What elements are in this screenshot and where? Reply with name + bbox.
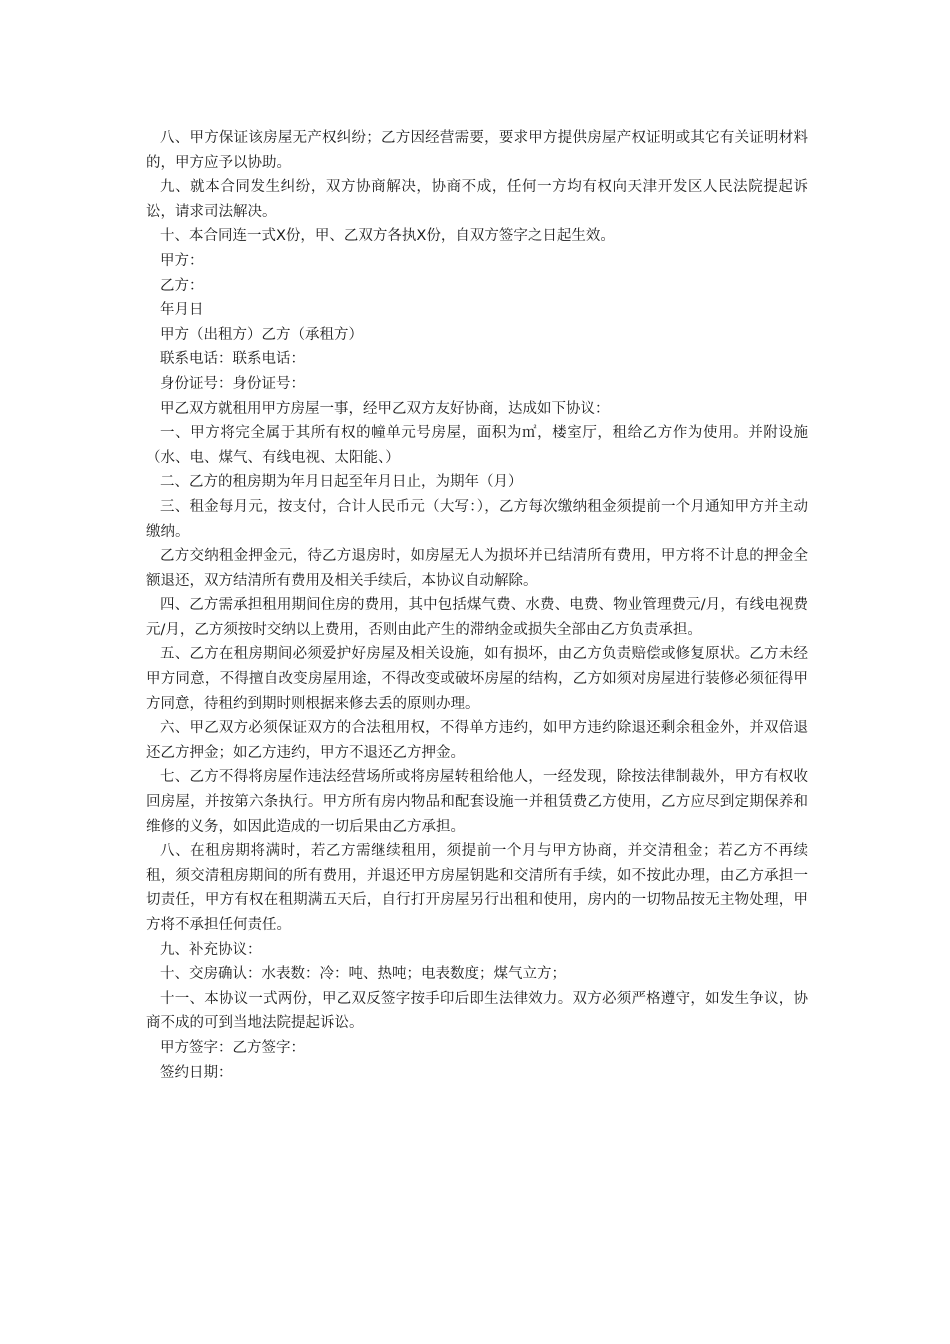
date-line: 年月日 — [160, 302, 204, 319]
article-5-maintenance: 五、乙方在租房期间必须爱护好房屋及相关设施，如有损坏，由乙方负责赔偿或修复原状。乙方未经甲方同意，不得擅自改变房屋用途，不得改变或破坏房屋的结构，乙方如须对房屋进行装修必须征得甲方同意，待租约到期时则根据来修去丢的原则办理。 — [146, 646, 808, 712]
article-11-effect: 十一、本协议一式两份，甲乙双反签字按手印后即生法律效力。双方必须严格遵守，如发生争议，协商不成的可到当地法院提起诉讼。 — [146, 990, 808, 1032]
id-number-line: 身份证号：身份证号： — [160, 375, 305, 392]
clause-9-disputes: 九、就本合同发生纠纷，双方协商解决，协商不成，任何一方均有权向天津开发区人民法院提起诉讼，请求司法解决。 — [146, 179, 808, 220]
article-8-renewal: 八、在租房期将满时，若乙方需继续租用，须提前一个月与甲方协商，并交清租金；若乙方不再续租，须交清租房期间的所有费用，并退还甲方房屋钥匙和交清所有手续，如不按此办理，由乙方承担一切责任，甲方有权在租期满五天后，自行打开房屋另行出租和使用，房内的一切物品按无主物处理，甲方将不承担任何责任。 — [146, 843, 808, 933]
signature-line: 甲方签字：乙方签字： — [160, 1039, 305, 1056]
article-4-fees: 四、乙方需承担租用期间住房的费用，其中包括煤气费、水费、电费、物业管理费元/月，有线电视费元/月，乙方须按时交纳以上费用，否则由此产生的滞纳金或损失全部由乙方负责承担。 — [146, 597, 808, 638]
article-2-term: 二、乙方的租房期为年月日起至年月日止，为期年（月） — [160, 474, 523, 491]
clause-10-copies: 十、本合同连一式X份，甲、乙双方各执X份，自双方签字之日起生效。 — [160, 228, 615, 245]
parties-header: 甲方（出租方）乙方（承租方） — [160, 326, 363, 343]
document-body — [146, 126, 808, 1085]
article-1-premises: 一、甲方将完全属于其所有权的幢单元号房屋，面积为㎡，楼室厅，租给乙方作为使用。并附设施（水、电、煤气、有线电视、太阳能、） — [146, 425, 808, 466]
article-7-sublease: 七、乙方不得将房屋作违法经营场所或将房屋转租给他人，一经发现，除按法律制裁外，甲方有权收回房屋，并按第六条执行。甲方所有房内物品和配套设施一并租赁费乙方使用，乙方应尽到定期保养和维修的义务，如因此造成的一切后果由乙方承担。 — [146, 769, 808, 835]
clause-8-property-rights: 八、甲方保证该房屋无产权纠纷；乙方因经营需要，要求甲方提供房屋产权证明或其它有关证明材料的，甲方应予以协助。 — [146, 130, 808, 171]
party-a-label: 甲方： — [160, 252, 204, 269]
article-10-handover: 十、交房确认：水表数：冷：吨、热吨；电表数度；煤气立方； — [160, 966, 566, 983]
agreement-intro: 甲乙双方就租用甲方房屋一事，经甲乙双方友好协商，达成如下协议： — [160, 400, 610, 417]
article-6-breach: 六、甲乙双方必须保证双方的合法租用权，不得单方违约，如甲方违约除退还剩余租金外，并双倍退还乙方押金；如乙方违约，甲方不退还乙方押金。 — [146, 720, 808, 761]
party-b-label: 乙方： — [160, 277, 204, 294]
deposit-clause: 乙方交纳租金押金元，待乙方退房时，如房屋无人为损坏并已结清所有费用，甲方将不计息的押金全额退还，双方结清所有费用及相关手续后，本协议自动解除。 — [146, 548, 808, 589]
article-9-supplement: 九、补充协议： — [160, 941, 262, 958]
signing-date-line: 签约日期： — [160, 1064, 233, 1081]
phone-line: 联系电话：联系电话： — [160, 351, 305, 368]
article-3-rent: 三、租金每月元，按支付，合计人民币元（大写：），乙方每次缴纳租金须提前一个月通知甲方并主动缴纳。 — [146, 498, 808, 540]
